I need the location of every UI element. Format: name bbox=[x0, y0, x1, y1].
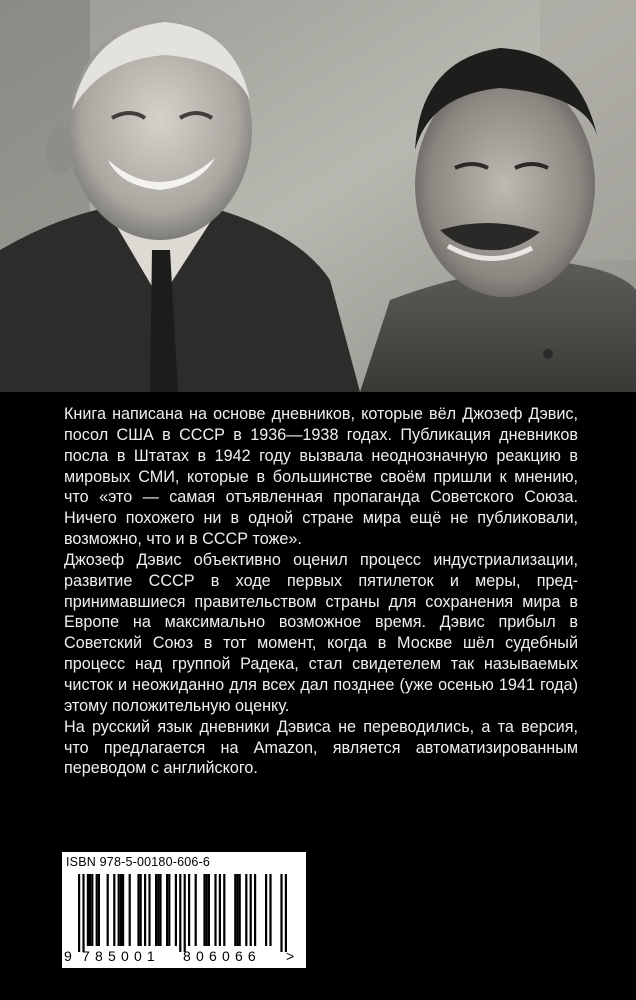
barcode-bar bbox=[250, 874, 252, 946]
isbn-barcode-block bbox=[62, 852, 306, 968]
barcode-bar bbox=[203, 874, 205, 946]
barcode-bar bbox=[118, 874, 120, 946]
photo-two-men-smiling-icon bbox=[0, 0, 636, 392]
barcode-bar bbox=[280, 874, 282, 952]
barcode-bar bbox=[179, 874, 181, 952]
barcode-bar bbox=[285, 874, 287, 952]
barcode-bar bbox=[168, 874, 170, 946]
barcode-bar bbox=[82, 874, 84, 952]
barcode-bar bbox=[239, 874, 241, 946]
barcode-bar bbox=[269, 874, 271, 946]
barcode-bar bbox=[265, 874, 267, 946]
isbn-label: ISBN 978-5-00180-606-6 bbox=[66, 855, 211, 869]
barcode-bar bbox=[137, 874, 139, 946]
barcode-bar bbox=[96, 874, 98, 946]
barcode-bar bbox=[91, 874, 93, 946]
barcode-bar bbox=[144, 874, 146, 946]
barcode-bar bbox=[98, 874, 100, 946]
barcode-bar bbox=[78, 874, 80, 952]
barcode-bar bbox=[157, 874, 159, 946]
barcode-bar bbox=[122, 874, 124, 946]
barcode-bar bbox=[155, 874, 157, 946]
ean-quiet-zone-arrow: > bbox=[286, 948, 295, 964]
barcode-bar bbox=[184, 874, 186, 952]
barcode-bar bbox=[219, 874, 221, 946]
barcode-bar bbox=[175, 874, 177, 946]
barcode-icon bbox=[68, 874, 300, 952]
barcode-bar bbox=[159, 874, 161, 946]
barcode-bar bbox=[195, 874, 197, 946]
barcode-bar bbox=[188, 874, 190, 946]
book-description bbox=[64, 404, 578, 779]
barcode-bar bbox=[214, 874, 216, 946]
barcode-bar bbox=[148, 874, 150, 946]
barcode-bar bbox=[140, 874, 142, 946]
barcode-bar bbox=[129, 874, 131, 946]
barcode-bar bbox=[234, 874, 236, 946]
barcode-bar bbox=[223, 874, 225, 946]
ean-right-digits: 806066 bbox=[183, 948, 261, 964]
description-paragraph: Книга написана на основе дневников, которые вёл Джозеф Дэвис, посол США в СССР в 1936—1938 годах. Публикация дневников посла в Штатах в 1942 году вызвала неоднозначную реакцию в мировых СМИ, которые в большинстве своём пришли к мнению, что «это — самая отъявленная пропаганда Советского Союза. Ничего похожего ни в одной стране мира ещё не публиковали, возможно, что и в СССР тоже». bbox=[64, 405, 578, 549]
barcode-bar bbox=[208, 874, 210, 946]
barcode-bar bbox=[236, 874, 238, 946]
description-paragraph: Джозеф Дэвис объективно оценил процесс индустриализации, развитие СССР в ходе первых пятилеток и меры, предпринимавшиеся правительством страны для сохранения мира в Европе на максимально возможное время. Дэвис прибыл в Советский Союз в тот момент, когда в Москве шёл судебный процесс над группой Радека, стал свидетелем так называемых чисток и неожиданно для всех дал позднее (уже осенью 1941 года) этому положительную оценку. bbox=[64, 550, 578, 715]
barcode-bar bbox=[107, 874, 109, 946]
cover-photo bbox=[0, 0, 636, 392]
barcode-bar bbox=[89, 874, 91, 946]
barcode-bar bbox=[113, 874, 115, 946]
ean-first-digit: 9 bbox=[64, 948, 72, 964]
barcode-bar bbox=[245, 874, 247, 946]
barcode-bar bbox=[87, 874, 89, 946]
ean-left-digits: 785001 bbox=[82, 948, 160, 964]
barcode-bar bbox=[166, 874, 168, 946]
barcode-bar bbox=[206, 874, 208, 946]
barcode-bar bbox=[254, 874, 256, 946]
barcode-bar bbox=[120, 874, 122, 946]
description-paragraph: На русский язык дневники Дэвиса не переводились, а та версия, что предлагается на Amazon, является автоматизированным переводом с английского. bbox=[64, 717, 578, 778]
